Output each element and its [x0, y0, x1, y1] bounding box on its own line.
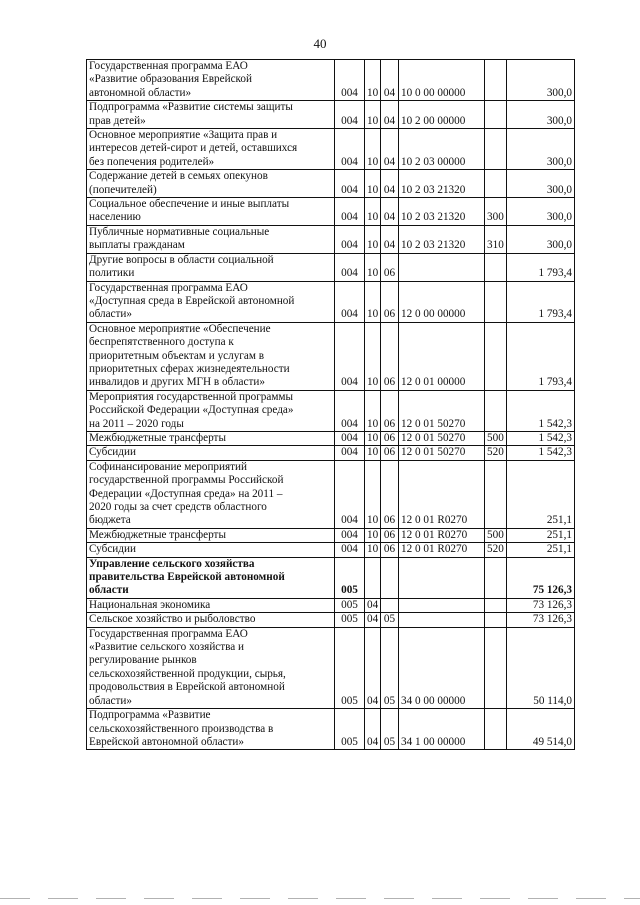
item-name-line: прав детей»	[89, 114, 146, 127]
item-name-line: Управление сельского хозяйства	[89, 557, 255, 570]
table-row	[87, 557, 575, 598]
expense-type-cell	[485, 613, 507, 627]
budget-table	[86, 59, 575, 750]
expense-type-cell	[485, 60, 507, 101]
expense-type-cell	[485, 627, 507, 708]
amount-cell: 300,0	[507, 129, 575, 170]
item-name-line: правительства Еврейской автономной	[89, 571, 285, 584]
grbs-cell: 005	[335, 627, 365, 708]
table-row	[87, 543, 575, 557]
target-article-cell: 12 0 01 R0270	[399, 460, 485, 528]
target-article-cell: 10 2 03 21320	[399, 198, 485, 226]
grbs-cell: 004	[335, 390, 365, 431]
item-name-line: автономной области»	[89, 86, 192, 99]
expense-type-cell	[485, 322, 507, 390]
item-name-cell	[87, 543, 335, 557]
amount-cell: 251,1	[507, 460, 575, 528]
grbs-cell: 004	[335, 170, 365, 198]
amount-cell: 73 126,3	[507, 613, 575, 627]
target-article-cell	[399, 557, 485, 598]
target-article-cell: 12 0 01 R0270	[399, 528, 485, 542]
target-article-cell	[399, 598, 485, 612]
section-cell: 10	[365, 431, 381, 445]
item-name-line: Подпрограмма «Развитие	[89, 709, 211, 722]
section-cell: 04	[365, 627, 381, 708]
target-article-cell	[399, 253, 485, 281]
subsection-cell: 04	[381, 60, 399, 101]
amount-cell: 1 793,4	[507, 253, 575, 281]
section-cell: 04	[365, 613, 381, 627]
item-name-cell	[87, 60, 335, 101]
target-article-cell: 34 0 00 00000	[399, 627, 485, 708]
target-article-cell: 12 0 01 R0270	[399, 543, 485, 557]
item-name-line: «Доступная среда в Еврейской автономной	[89, 294, 295, 307]
item-name-cell	[87, 129, 335, 170]
section-cell: 10	[365, 322, 381, 390]
amount-cell: 300,0	[507, 101, 575, 129]
item-name-line: Основное мероприятие «Обеспечение	[89, 322, 271, 335]
target-article-cell: 12 0 01 50270	[399, 446, 485, 460]
item-name-line: Мероприятия государственной программы	[89, 390, 294, 403]
expense-type-cell	[485, 390, 507, 431]
item-name-line: интересов детей-сирот и детей, оставшихся	[89, 142, 298, 155]
grbs-cell: 004	[335, 543, 365, 557]
target-article-cell: 12 0 01 50270	[399, 390, 485, 431]
subsection-cell: 04	[381, 170, 399, 198]
amount-cell: 75 126,3	[507, 557, 575, 598]
subsection-cell: 05	[381, 627, 399, 708]
amount-cell: 1 793,4	[507, 281, 575, 322]
amount-cell: 50 114,0	[507, 627, 575, 708]
expense-type-cell	[485, 598, 507, 612]
amount-cell: 49 514,0	[507, 709, 575, 750]
expense-type-cell: 520	[485, 543, 507, 557]
target-article-cell: 10 2 03 21320	[399, 225, 485, 253]
target-article-cell: 10 2 00 00000	[399, 101, 485, 129]
expense-type-cell: 500	[485, 528, 507, 542]
item-name-line: населению	[89, 211, 141, 224]
subsection-cell: 06	[381, 543, 399, 557]
item-name-cell	[87, 598, 335, 612]
grbs-cell: 005	[335, 613, 365, 627]
item-name-line: Национальная экономика	[89, 598, 211, 611]
target-article-cell: 34 1 00 00000	[399, 709, 485, 750]
subsection-cell: 04	[381, 129, 399, 170]
subsection-cell: 04	[381, 225, 399, 253]
target-article-cell: 10 2 03 21320	[399, 170, 485, 198]
item-name-line: инвалидов и других МГН в области»	[89, 376, 265, 389]
item-name-line: сельскохозяйственной продукции, сырья,	[89, 667, 286, 680]
amount-cell: 1 542,3	[507, 446, 575, 460]
subsection-cell: 06	[381, 390, 399, 431]
item-name-line: Российской Федерации «Доступная среда»	[89, 404, 294, 417]
amount-cell: 251,1	[507, 543, 575, 557]
item-name-line: Софинансирование мероприятий	[89, 460, 248, 473]
item-name-line: «Развитие сельского хозяйства и	[89, 641, 245, 654]
table-row	[87, 129, 575, 170]
item-name-line: Социальное обеспечение и иные выплаты	[89, 198, 290, 211]
section-cell	[365, 557, 381, 598]
table-row	[87, 627, 575, 708]
item-name-line: приоритетных сферах жизнедеятельности	[89, 362, 290, 375]
item-name-line: Основное мероприятие «Защита прав и	[89, 129, 278, 142]
scan-edge-line	[0, 898, 640, 899]
subsection-cell: 04	[381, 101, 399, 129]
section-cell: 10	[365, 281, 381, 322]
target-article-cell: 12 0 01 50270	[399, 431, 485, 445]
table-row	[87, 528, 575, 542]
item-name-line: приоритетным объектам и услугам в	[89, 349, 265, 362]
page-number: 40	[313, 36, 327, 51]
subsection-cell: 06	[381, 460, 399, 528]
expense-type-cell: 310	[485, 225, 507, 253]
item-name-cell	[87, 460, 335, 528]
item-name-cell	[87, 390, 335, 431]
target-article-cell: 12 0 00 00000	[399, 281, 485, 322]
item-name-cell	[87, 322, 335, 390]
expense-type-cell	[485, 129, 507, 170]
grbs-cell: 005	[335, 598, 365, 612]
grbs-cell: 004	[335, 225, 365, 253]
table-row	[87, 60, 575, 101]
section-cell: 10	[365, 253, 381, 281]
item-name-line: беспрепятственного доступа к	[89, 336, 234, 349]
item-name-line: Другие вопросы в области социальной	[89, 253, 274, 266]
item-name-line: Публичные нормативные социальные	[89, 225, 270, 238]
subsection-cell: 04	[381, 198, 399, 226]
expense-type-cell	[485, 460, 507, 528]
table-row	[87, 431, 575, 445]
subsection-cell: 06	[381, 446, 399, 460]
section-cell: 10	[365, 446, 381, 460]
item-name-cell	[87, 101, 335, 129]
item-name-cell	[87, 557, 335, 598]
grbs-cell: 004	[335, 101, 365, 129]
target-article-cell: 10 2 03 00000	[399, 129, 485, 170]
table-row	[87, 198, 575, 226]
amount-cell: 1 542,3	[507, 431, 575, 445]
target-article-cell: 10 0 00 00000	[399, 60, 485, 101]
item-name-line: Субсидии	[89, 446, 136, 459]
grbs-cell: 004	[335, 446, 365, 460]
section-cell: 10	[365, 460, 381, 528]
subsection-cell	[381, 598, 399, 612]
grbs-cell: 004	[335, 322, 365, 390]
item-name-cell	[87, 253, 335, 281]
table-row	[87, 613, 575, 627]
item-name-cell	[87, 225, 335, 253]
section-cell: 10	[365, 170, 381, 198]
grbs-cell: 004	[335, 281, 365, 322]
table-row	[87, 170, 575, 198]
item-name-cell	[87, 281, 335, 322]
item-name-line: без попечения родителей»	[89, 155, 215, 168]
expense-type-cell: 500	[485, 431, 507, 445]
table-row	[87, 225, 575, 253]
section-cell: 10	[365, 390, 381, 431]
expense-type-cell: 520	[485, 446, 507, 460]
grbs-cell: 004	[335, 528, 365, 542]
table-row	[87, 709, 575, 750]
item-name-cell	[87, 198, 335, 226]
target-article-cell: 12 0 01 00000	[399, 322, 485, 390]
item-name-line: регулирование рынков	[89, 654, 197, 667]
item-name-cell	[87, 528, 335, 542]
item-name-line: Содержание детей в семьях опекунов	[89, 170, 268, 183]
target-article-cell	[399, 613, 485, 627]
item-name-line: Государственная программа ЕАО	[89, 627, 248, 640]
grbs-cell: 005	[335, 709, 365, 750]
section-cell: 10	[365, 101, 381, 129]
section-cell: 10	[365, 528, 381, 542]
expense-type-cell	[485, 253, 507, 281]
item-name-line: выплаты гражданам	[89, 239, 185, 252]
item-name-line: Сельское хозяйство и рыболовство	[89, 613, 256, 626]
section-cell: 04	[365, 709, 381, 750]
amount-cell: 251,1	[507, 528, 575, 542]
section-cell: 10	[365, 129, 381, 170]
item-name-cell	[87, 170, 335, 198]
amount-cell: 300,0	[507, 225, 575, 253]
item-name-line: на 2011 – 2020 годы	[89, 417, 184, 430]
grbs-cell: 004	[335, 198, 365, 226]
item-name-line: Субсидии	[89, 543, 136, 556]
grbs-cell: 004	[335, 129, 365, 170]
item-name-line: 2020 годы за счет средств областного	[89, 501, 267, 513]
section-cell: 10	[365, 225, 381, 253]
item-name-line: Федерации «Доступная среда» на 2011 –	[89, 487, 283, 500]
amount-cell: 73 126,3	[507, 598, 575, 612]
amount-cell: 300,0	[507, 170, 575, 198]
section-cell: 04	[365, 598, 381, 612]
subsection-cell: 05	[381, 613, 399, 627]
item-name-line: продовольствия в Еврейской автономной	[89, 681, 285, 694]
item-name-cell	[87, 431, 335, 445]
item-name-line: сельскохозяйственного производства в	[89, 722, 274, 735]
table-row	[87, 390, 575, 431]
subsection-cell: 06	[381, 281, 399, 322]
section-cell: 10	[365, 60, 381, 101]
table-row	[87, 460, 575, 528]
item-name-line: Государственная программа ЕАО	[89, 281, 248, 294]
item-name-line: бюджета	[89, 514, 131, 527]
item-name-cell	[87, 613, 335, 627]
subsection-cell: 06	[381, 431, 399, 445]
amount-cell: 1 542,3	[507, 390, 575, 431]
subsection-cell: 06	[381, 253, 399, 281]
item-name-line: области	[89, 584, 129, 597]
item-name-line: политики	[89, 267, 135, 280]
expense-type-cell	[485, 557, 507, 598]
item-name-line: Межбюджетные трансферты	[89, 528, 226, 541]
subsection-cell: 06	[381, 528, 399, 542]
table-row	[87, 322, 575, 390]
grbs-cell: 004	[335, 460, 365, 528]
item-name-line: области»	[89, 308, 132, 321]
grbs-cell: 005	[335, 557, 365, 598]
item-name-line: Еврейской автономной области»	[89, 735, 244, 748]
subsection-cell: 05	[381, 709, 399, 750]
item-name-line: государственной программы Российской	[89, 474, 284, 487]
amount-cell: 1 793,4	[507, 322, 575, 390]
subsection-cell: 06	[381, 322, 399, 390]
item-name-line: Подпрограмма «Развитие системы защиты	[89, 101, 293, 114]
item-name-line: «Развитие образования Еврейской	[89, 73, 252, 86]
item-name-cell	[87, 446, 335, 460]
expense-type-cell: 300	[485, 198, 507, 226]
table-row	[87, 253, 575, 281]
table-row	[87, 446, 575, 460]
table-row	[87, 281, 575, 322]
grbs-cell: 004	[335, 253, 365, 281]
expense-type-cell	[485, 170, 507, 198]
expense-type-cell	[485, 281, 507, 322]
item-name-line: (попечителей)	[89, 183, 157, 196]
section-cell: 10	[365, 543, 381, 557]
amount-cell: 300,0	[507, 60, 575, 101]
item-name-line: области»	[89, 694, 132, 707]
item-name-line: Государственная программа ЕАО	[89, 60, 248, 72]
expense-type-cell	[485, 101, 507, 129]
budget-table-body	[87, 60, 575, 750]
amount-cell: 300,0	[507, 198, 575, 226]
section-cell: 10	[365, 198, 381, 226]
item-name-line: Межбюджетные трансферты	[89, 431, 226, 444]
grbs-cell: 004	[335, 431, 365, 445]
expense-type-cell	[485, 709, 507, 750]
grbs-cell: 004	[335, 60, 365, 101]
table-row	[87, 598, 575, 612]
subsection-cell	[381, 557, 399, 598]
item-name-cell	[87, 709, 335, 750]
item-name-cell	[87, 627, 335, 708]
table-row	[87, 101, 575, 129]
